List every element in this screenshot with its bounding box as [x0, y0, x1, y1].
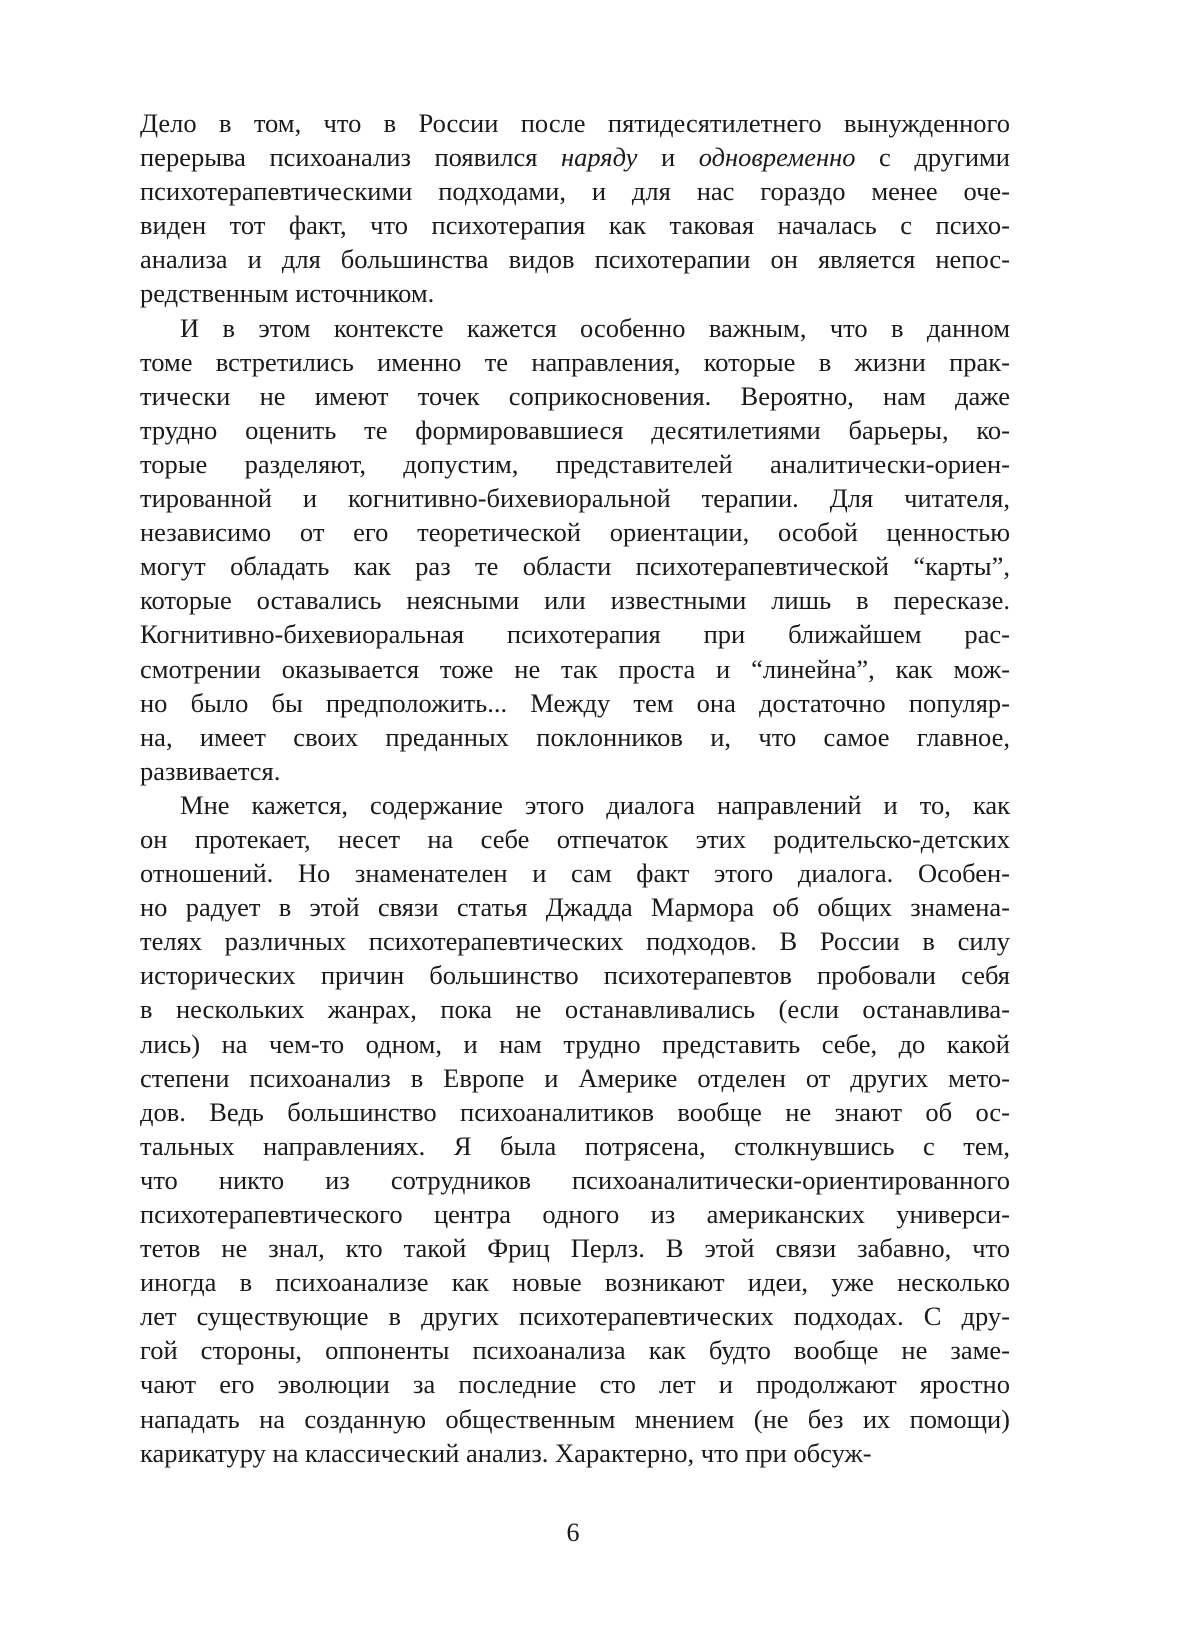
body-text: [140, 106, 1010, 1470]
paragraph: [140, 311, 1010, 788]
emphasis-text: одновременно: [698, 142, 856, 173]
text-line: отношений. Но знаменателен и сам факт этого диалога. Особен-: [140, 858, 1010, 889]
text-line: трудно оценить те формировавшиеся десятилетиями барьеры, ко-: [140, 414, 1010, 445]
text-line: [140, 140, 1010, 174]
emphasis-text: наряду: [561, 142, 638, 173]
text-line: что никто из сотрудников психоаналитически-ориентированного: [140, 1164, 1010, 1195]
text-line: в нескольких жанрах, пока не останавливались (если останавлива-: [140, 994, 1010, 1025]
text-line: Мне кажется, содержание этого диалога направлений и то, как: [180, 789, 1010, 820]
text-line: тетов не знал, кто такой Фриц Перлз. В этой связи забавно, что: [140, 1233, 1010, 1264]
text-line: тически не имеют точек соприкосновения. Вероятно, нам даже: [140, 380, 1010, 411]
text-line: развивается.: [140, 755, 281, 786]
text-line: Когнитивно-бихевиоральная психотерапия при ближайшем рас-: [140, 619, 1010, 650]
text-line: анализа и для большинства видов психотерапии он является непос-: [140, 244, 1010, 275]
text-line: гой стороны, оппоненты психоанализа как будто вообще не заме-: [140, 1335, 1010, 1366]
text-line: карикатуру на классический анализ. Характерно, что при обсуж-: [140, 1437, 872, 1468]
text-line: смотрении оказывается тоже не так проста и “линейна”, как мож-: [140, 653, 1010, 684]
text-line: иногда в психоанализе как новые возникают идеи, уже несколько: [140, 1267, 1010, 1298]
text-line: тальных направлениях. Я была потрясена, столкнувшись с тем,: [140, 1130, 1010, 1161]
text-line: телях различных психотерапевтических подходов. В России в силу: [140, 926, 1010, 957]
text-line: психотерапевтическими подходами, и для нас гораздо менее оче-: [140, 176, 1010, 207]
text-line: которые оставались неясными или известными лишь в пересказе.: [140, 585, 1010, 616]
paragraph: [140, 788, 1010, 1470]
text-line: он протекает, несет на себе отпечаток этих родительско-детских: [140, 823, 1010, 854]
text-line: торые разделяют, допустим, представителей аналитически-ориен-: [140, 448, 1010, 479]
text-line: могут обладать как раз те области психотерапевтической “карты”,: [140, 551, 1010, 582]
text-line: виден тот факт, что психотерапия как таковая началась с психо-: [140, 210, 1010, 241]
text-line: тированной и когнитивно-бихевиоральной терапии. Для читателя,: [140, 483, 1010, 514]
text-line: Дело в том, что в России после пятидесятилетнего вынужденного: [140, 108, 1010, 138]
text-line: нападать на созданную общественным мнением (не без их помощи): [140, 1403, 1010, 1434]
text-line: на, имеет своих преданных поклонников и, что самое главное,: [140, 721, 1010, 752]
text-line: редственным источником.: [140, 278, 435, 309]
text-line: лет существующие в других психотерапевтических подходах. С дру-: [140, 1301, 1010, 1332]
text-line: И в этом контексте кажется особенно важным, что в данном: [180, 312, 1010, 343]
text-line: независимо от его теоретической ориентации, особой ценностью: [140, 517, 1010, 548]
text-line: исторических причин большинство психотерапевтов пробовали себя: [140, 960, 1010, 991]
text-line: психотерапевтического центра одного из американских универси-: [140, 1199, 1010, 1229]
text-line: дов. Ведь большинство психоаналитиков вообще не знают об ос-: [140, 1096, 1010, 1127]
text-run: с другими: [855, 142, 1010, 173]
text-line: чают его эволюции за последние сто лет и продолжают яростно: [140, 1369, 1010, 1400]
text-line: степени психоанализ в Европе и Америке отделен от других мето-: [140, 1062, 1010, 1093]
text-line: томе встретились именно те направления, которые в жизни прак-: [140, 346, 1010, 377]
text-run: перерыва психоанализ появился: [140, 142, 561, 173]
text-line: но было бы предположить... Между тем она достаточно популяр-: [140, 687, 1010, 718]
paragraph: [140, 106, 1010, 311]
text-run: и: [637, 142, 699, 173]
text-line: лись) на чем-то одном, и нам трудно представить себе, до какой: [140, 1028, 1010, 1059]
text-line: но радует в этой связи статья Джадда Мармора об общих знамена-: [140, 892, 1010, 923]
page-number: 6: [566, 1518, 580, 1547]
